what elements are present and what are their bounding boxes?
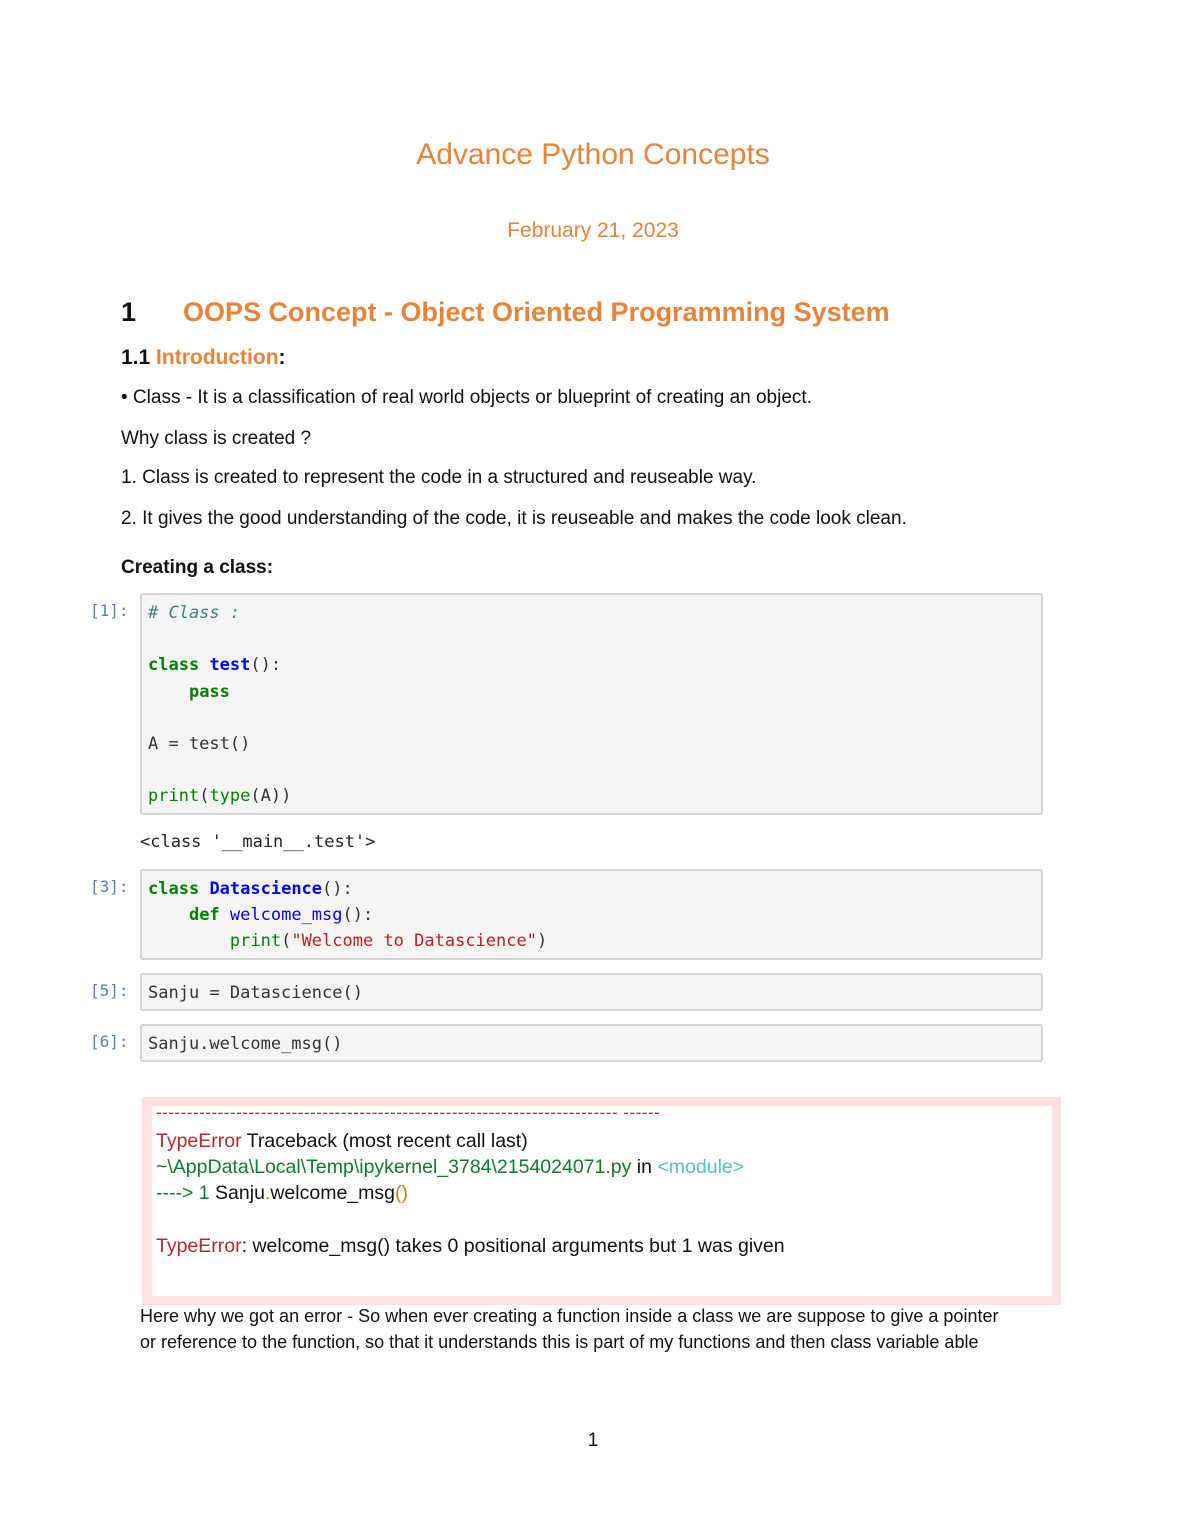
cell-output-1: <class '__main__.test'> bbox=[140, 832, 376, 852]
code-punct: (A)) bbox=[250, 786, 292, 807]
builtin-print: print bbox=[148, 786, 200, 807]
code-line: Sanju.welcome_msg() bbox=[148, 1034, 343, 1054]
code-punct: (): bbox=[322, 879, 353, 899]
code-assignment: A = test() bbox=[148, 734, 251, 755]
traceback-text: Traceback (most recent call last) bbox=[241, 1130, 528, 1152]
cell-prompt-3: [3]: bbox=[90, 877, 129, 896]
error-message: : welcome_msg() takes 0 positional arguments but 1 was given bbox=[241, 1235, 785, 1257]
code-punct: ) bbox=[536, 931, 548, 952]
subsection-number: 1.1 bbox=[121, 346, 151, 369]
section-heading bbox=[121, 297, 890, 328]
error-message-line bbox=[156, 1235, 785, 1258]
string-literal: "Welcome to Datascience" bbox=[291, 931, 537, 952]
code-punct: (): bbox=[250, 655, 282, 676]
code-cell-5[interactable] bbox=[140, 973, 1043, 1011]
class-name: test bbox=[209, 655, 251, 676]
reason-point-1: 1. Class is created to represent the code in a structured and reuseable way. bbox=[121, 467, 757, 488]
document-title: Advance Python Concepts bbox=[416, 138, 770, 171]
code-punct: ( bbox=[199, 786, 210, 807]
error-module: <module> bbox=[657, 1156, 745, 1178]
explanation-line-1: Here why we got an error - So when ever creating a function inside a class we are suppose to give a pointer bbox=[140, 1306, 999, 1326]
keyword: class bbox=[148, 879, 200, 899]
keyword: def bbox=[188, 905, 220, 926]
error-call-dot: . bbox=[264, 1182, 271, 1204]
error-location-line bbox=[156, 1156, 744, 1179]
cell-prompt-5: [5]: bbox=[90, 981, 129, 1000]
error-call-function: welcome_msg bbox=[270, 1182, 395, 1204]
document-date: February 21, 2023 bbox=[507, 219, 679, 242]
subsection-colon: : bbox=[278, 346, 286, 369]
error-file-path: ~\AppData\Local\Temp\ipykernel_3784\2154024071.py bbox=[156, 1156, 632, 1178]
cell-prompt-6: [6]: bbox=[90, 1032, 129, 1051]
error-call-parens: () bbox=[394, 1182, 408, 1204]
builtin-type: type bbox=[209, 786, 251, 807]
code-block bbox=[142, 871, 1041, 960]
error-in-word: in bbox=[631, 1156, 658, 1178]
cell-prompt-1: [1]: bbox=[90, 601, 129, 620]
section-number: 1 bbox=[121, 297, 137, 327]
builtin-print: print bbox=[229, 931, 282, 952]
error-call-line bbox=[156, 1182, 408, 1205]
error-divider: --------------------------------------------------------------------------- ------ bbox=[156, 1103, 661, 1122]
error-traceback-line bbox=[156, 1130, 528, 1153]
section-title: OOPS Concept - Object Oriented Programming System bbox=[183, 297, 890, 327]
keyword: class bbox=[148, 655, 200, 676]
creating-class-heading: Creating a class: bbox=[121, 557, 274, 578]
code-block bbox=[142, 595, 1041, 815]
code-comment: # Class : bbox=[148, 603, 241, 623]
code-cell-1[interactable] bbox=[140, 593, 1043, 815]
error-type: TypeError bbox=[156, 1130, 242, 1152]
reason-point-2: 2. It gives the good understanding of the code, it is reuseable and makes the code look clean. bbox=[121, 508, 907, 529]
code-line: Sanju = Datascience() bbox=[148, 983, 363, 1003]
class-definition-bullet: • Class - It is a classification of real world objects or blueprint of creating an object. bbox=[121, 387, 812, 408]
page-number: 1 bbox=[587, 1430, 599, 1451]
function-name: welcome_msg bbox=[229, 905, 343, 926]
code-punct: ( bbox=[281, 931, 292, 952]
code-cell-3[interactable] bbox=[140, 869, 1043, 960]
code-cell-6[interactable] bbox=[140, 1024, 1043, 1062]
keyword: pass bbox=[188, 681, 230, 702]
class-name: Datascience bbox=[209, 879, 323, 899]
subsection-heading bbox=[121, 346, 286, 370]
error-call-object: Sanju bbox=[209, 1182, 265, 1204]
error-arrow: ----> 1 bbox=[156, 1182, 210, 1204]
error-type: TypeError bbox=[156, 1235, 242, 1257]
code-punct: (): bbox=[342, 905, 374, 926]
explanation-line-2: or reference to the function, so that it understands this is part of my functions and then class variable able bbox=[140, 1332, 979, 1352]
subsection-title: Introduction bbox=[156, 346, 279, 369]
why-class-question: Why class is created ? bbox=[121, 428, 312, 449]
